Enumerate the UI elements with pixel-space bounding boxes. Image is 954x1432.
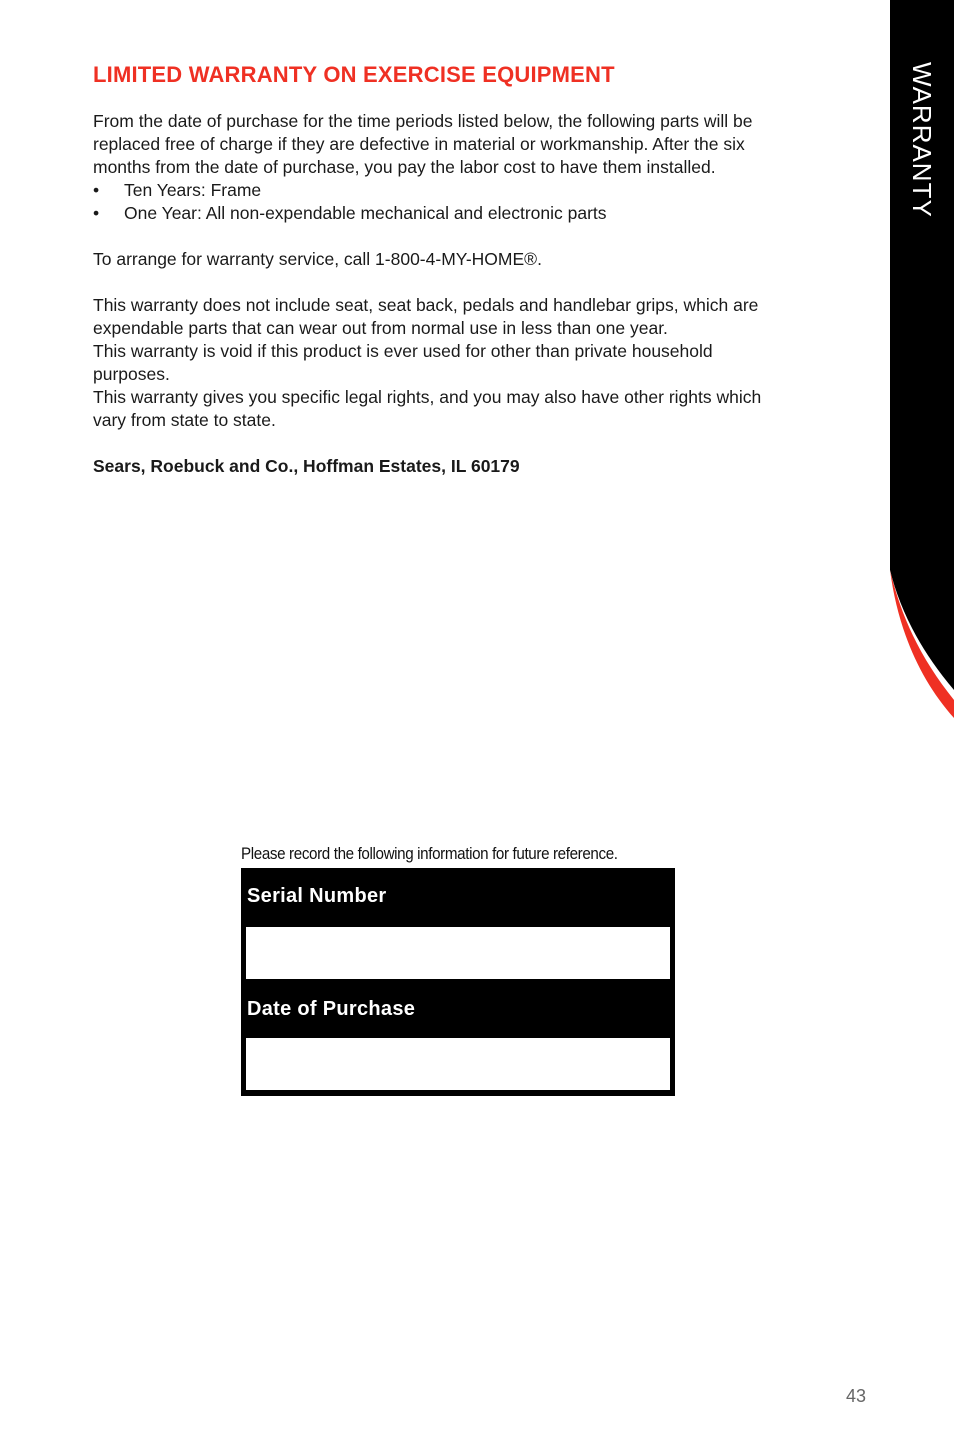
intro-paragraph: From the date of purchase for the time periods listed below, the following parts will be replaced free of charge if they are defective in material or workmanship. After the six months from the date of purchase, you pay the labor cost to have them installed. xyxy=(93,111,753,177)
coverage-parts: One Year: All non-expendable mechanical and electronic parts xyxy=(124,203,607,223)
exclusion-paragraph: This warranty does not include seat, seat back, pedals and handlebar grips, which are expendable parts that can wear out from normal use in less than one year. xyxy=(93,295,759,338)
void-paragraph: This warranty is void if this product is ever used for other than private household purposes. xyxy=(93,341,713,384)
bullet-icon: • xyxy=(93,180,100,200)
date-of-purchase-label: Date of Purchase xyxy=(247,998,416,1020)
page-number: 43 xyxy=(846,1386,867,1406)
section-tab-label: WARRANTY xyxy=(907,62,937,218)
record-form xyxy=(241,868,675,1096)
service-paragraph: To arrange for warranty service, call 1-800-4-MY-HOME®. xyxy=(93,249,542,269)
coverage-frame: Ten Years: Frame xyxy=(124,180,262,200)
coverage-list xyxy=(93,179,793,225)
record-instructions: Please record the following information for future reference. xyxy=(241,845,618,863)
list-item xyxy=(93,179,793,202)
page-title: LIMITED WARRANTY ON EXERCISE EQUIPMENT xyxy=(93,62,615,87)
serial-number-field[interactable] xyxy=(246,927,670,979)
bullet-icon: • xyxy=(93,203,100,223)
date-of-purchase-field[interactable] xyxy=(246,1038,670,1090)
company-address: Sears, Roebuck and Co., Hoffman Estates, IL 60179 xyxy=(93,456,520,476)
warranty-content xyxy=(93,58,793,478)
serial-number-label: Serial Number xyxy=(247,885,387,907)
rights-paragraph: This warranty gives you specific legal rights, and you may also have other rights which vary from state to state. xyxy=(93,387,762,430)
list-item xyxy=(93,202,793,225)
